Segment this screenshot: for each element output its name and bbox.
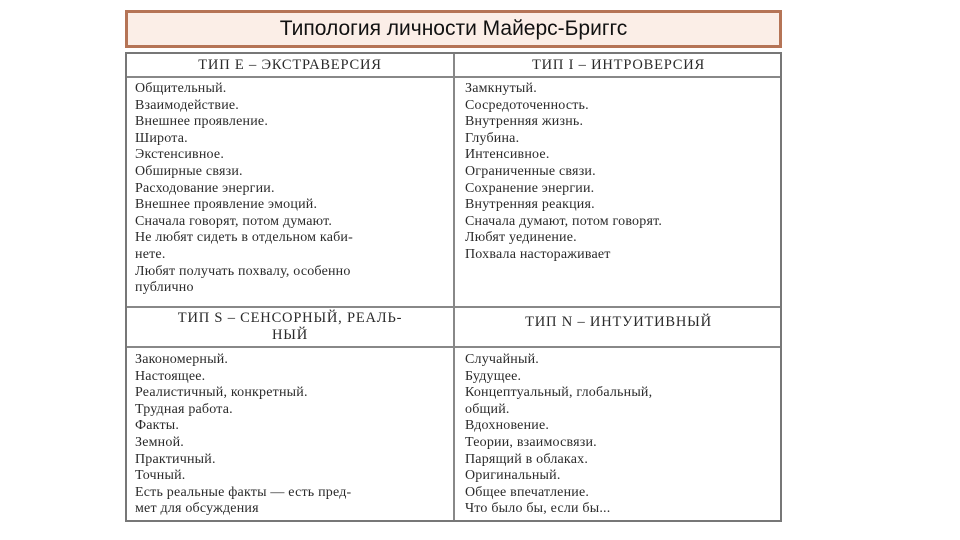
mbti-table bbox=[125, 52, 782, 522]
list-item: Внешнее проявление. bbox=[135, 114, 269, 130]
list-item: нете. bbox=[135, 246, 166, 262]
list-item: Экстенсивное. bbox=[135, 147, 225, 163]
section-divider bbox=[127, 306, 780, 308]
slide-title-text: Типология личности Майерс-Бриггс bbox=[279, 17, 628, 40]
list-item: Оригинальный. bbox=[465, 468, 561, 484]
list-item: Взаимодействие. bbox=[135, 97, 240, 113]
list-item: Похвала настораживает bbox=[465, 246, 611, 262]
list-item: Внутренняя жизнь. bbox=[465, 114, 584, 130]
list-item: Интенсивное. bbox=[465, 147, 550, 163]
header-introversion: ТИП I – ИНТРОВЕРСИЯ bbox=[531, 57, 706, 73]
list-extraversion bbox=[135, 81, 353, 297]
list-item: Глубина. bbox=[465, 130, 520, 146]
list-item: Теории, взаимосвязи. bbox=[465, 434, 597, 450]
list-item: Любят получать похвалу, особенно bbox=[135, 263, 351, 279]
column-divider bbox=[453, 54, 455, 520]
list-intuition bbox=[465, 352, 652, 518]
list-item: Сосредоточенность. bbox=[465, 97, 589, 113]
header-divider-bottom bbox=[127, 346, 780, 348]
header-sensing bbox=[127, 310, 453, 344]
list-item: Точный. bbox=[135, 468, 186, 484]
list-item: Парящий в облаках. bbox=[465, 451, 589, 467]
header-sensing-line1: ТИП S – СЕНСОРНЫЙ, РЕАЛЬ- bbox=[177, 310, 403, 326]
header-intuition: ТИП N – ИНТУИТИВНЫЙ bbox=[525, 314, 712, 330]
list-item: Не любят сидеть в отдельном каби- bbox=[135, 230, 353, 246]
list-item: Будущее. bbox=[465, 368, 522, 384]
list-item: Практичный. bbox=[135, 451, 216, 467]
list-item: Концептуальный, глобальный, bbox=[465, 385, 653, 401]
list-item: Сначала говорят, потом думают. bbox=[135, 213, 333, 229]
list-item: Любят уединение. bbox=[465, 230, 577, 246]
list-item: Реалистичный, конкретный. bbox=[135, 385, 308, 401]
list-item: Факты. bbox=[135, 418, 180, 434]
list-item: Общительный. bbox=[135, 81, 227, 96]
list-item: публично bbox=[135, 280, 194, 296]
list-item: общий. bbox=[465, 401, 510, 417]
list-item: Замкнутый. bbox=[465, 81, 537, 96]
slide-title bbox=[125, 10, 782, 48]
list-item: Что было бы, если бы... bbox=[465, 501, 611, 517]
list-item: Есть реальные факты — есть пред- bbox=[135, 484, 352, 500]
list-introversion bbox=[465, 81, 662, 264]
list-item: Вдохновение. bbox=[465, 418, 550, 434]
list-item: Внешнее проявление эмоций. bbox=[135, 197, 318, 213]
list-item: Ограниченные связи. bbox=[465, 163, 596, 179]
header-divider-top bbox=[127, 76, 780, 78]
list-item: Настоящее. bbox=[135, 368, 206, 384]
header-extraversion: ТИП Е – ЭКСТРАВЕРСИЯ bbox=[198, 57, 382, 73]
list-item: Закономерный. bbox=[135, 352, 229, 367]
list-item: Сохранение энергии. bbox=[465, 180, 595, 196]
list-item: Земной. bbox=[135, 434, 184, 450]
list-item: Случайный. bbox=[465, 352, 539, 367]
list-item: Широта. bbox=[135, 130, 188, 146]
list-item: мет для обсуждения bbox=[135, 501, 259, 517]
list-item: Общее впечатление. bbox=[465, 484, 590, 500]
list-item: Трудная работа. bbox=[135, 401, 233, 417]
list-item: Расходование энергии. bbox=[135, 180, 275, 196]
list-item: Внутренняя реакция. bbox=[465, 197, 595, 213]
list-sensing bbox=[135, 352, 351, 518]
list-item: Обширные связи. bbox=[135, 163, 243, 179]
list-item: Сначала думают, потом говорят. bbox=[465, 213, 663, 229]
header-sensing-line2: НЫЙ bbox=[272, 327, 308, 343]
